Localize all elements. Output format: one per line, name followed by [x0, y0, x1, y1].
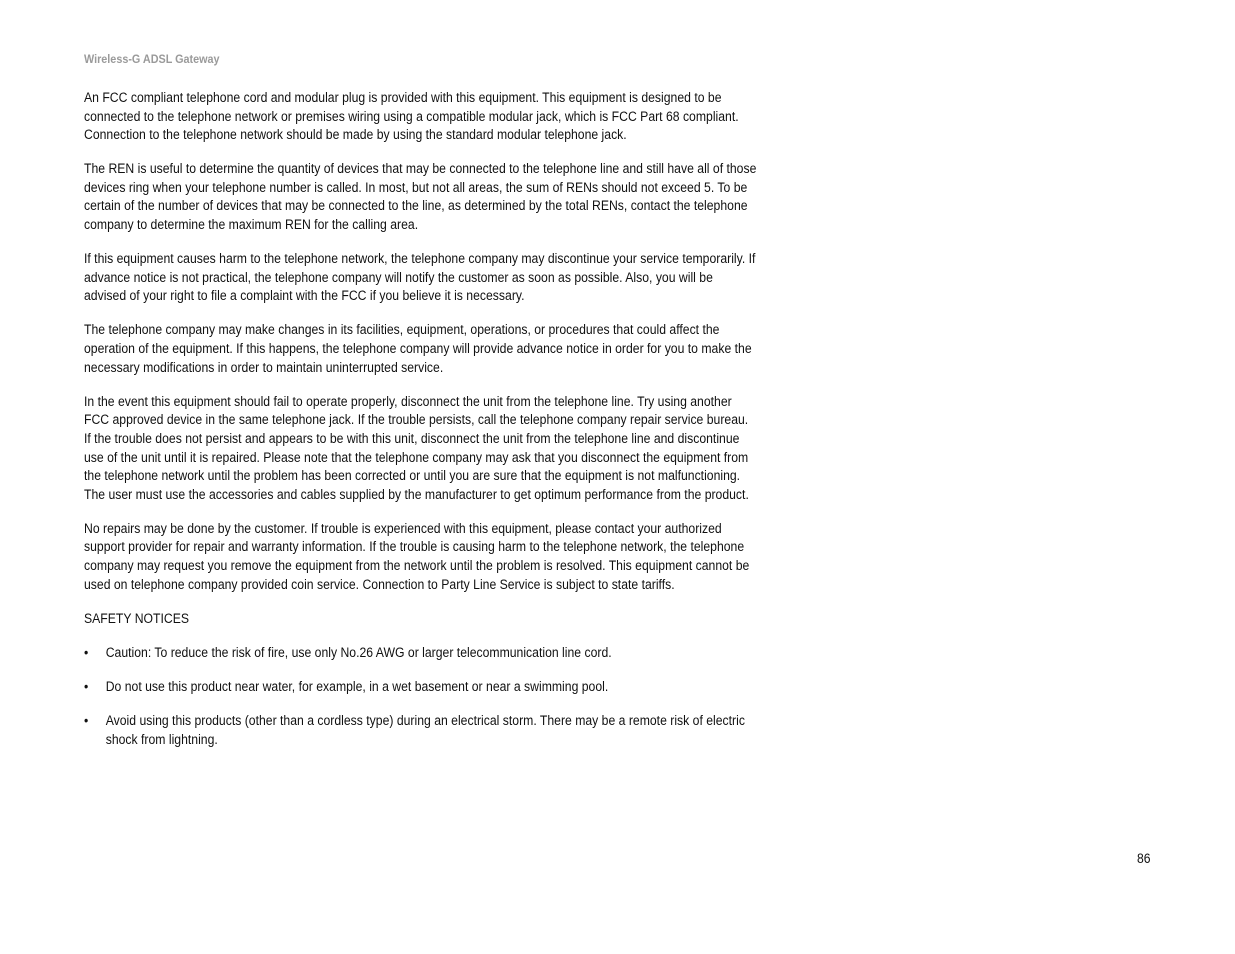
bullet-icon: • — [84, 679, 89, 695]
page-body — [84, 89, 757, 765]
safety-item-text: Caution: To reduce the risk of fire, use only No.26 AWG or larger telecommunication line cord. — [105, 645, 612, 661]
safety-item-text: Avoid using this products (other than a cordless type) during an electrical storm. There may be a remote risk of electric shock from lightning. — [105, 713, 745, 748]
safety-notices-heading: SAFETY NOTICES — [84, 610, 190, 626]
safety-item-text: Do not use this product near water, for example, in a wet basement or near a swimming pool. — [105, 679, 609, 695]
list-item — [84, 644, 757, 663]
bullet-icon: • — [84, 713, 89, 729]
paragraph-ren: The REN is useful to determine the quantity of devices that may be connected to the telephone line and still have all of those devices ring when your telephone number is called. In most, but not all areas, the sum of RENs should not exceed 5. To be certain of the number of devices that may be connected to the line, as determined by the total RENs, contact the telephone company to determine the maximum REN for the calling area. — [84, 161, 757, 233]
paragraph-fcc-cord: An FCC compliant telephone cord and modular plug is provided with this equipment. This equipment is designed to be connected to the telephone network or premises wiring using a compatible modular jack, which is FCC Part 68 compliant. Connection to the telephone network should be made by using the standard modular telephone jack. — [84, 90, 739, 143]
paragraph-network-harm: If this equipment causes harm to the telephone network, the telephone company may discontinue your service temporarily. If advance notice is not practical, the telephone company will notify the customer as soon as possible. Also, you will be advised of your right to file a complaint with the FCC if you believe it is necessary. — [84, 251, 756, 304]
running-header: Wireless-G ADSL Gateway — [84, 52, 220, 66]
paragraph-malfunction: In the event this equipment should fail to operate properly, disconnect the unit from the telephone line. Try using another FCC approved device in the same telephone jack. If the trouble persists, call the telephone company repair service bureau. If the trouble does not persist and appears to be with this unit, disconnect the unit from the telephone line and discontinue use of the unit until it is repaired. Please note that the telephone company may ask that you disconnect the equipment from the telephone network until the problem has been corrected or until you are sure that the equipment is not malfunctioning. The user must use the accessories and cables supplied by the manufacturer to get optimum performance from the product. — [84, 393, 749, 502]
list-item — [84, 678, 757, 697]
page-number: 86 — [1137, 851, 1151, 866]
paragraph-repairs: No repairs may be done by the customer. If trouble is experienced with this equipment, please contact your authorized support provider for repair and warranty information. If the trouble is causing harm to the telephone network, the telephone company may request you remove the equipment from the network until the problem is resolved. This equipment cannot be used on telephone company provided coin service. Connection to Party Line Service is subject to state tariffs. — [84, 520, 750, 592]
list-item — [84, 712, 757, 749]
safety-notices-list — [84, 644, 757, 749]
paragraph-facility-changes: The telephone company may make changes in its facilities, equipment, operations, or procedures that could affect the operation of the equipment. If this happens, the telephone company will provide advance notice in order for you to make the necessary modifications in order to maintain uninterrupted service. — [84, 322, 752, 375]
bullet-icon: • — [84, 645, 89, 661]
